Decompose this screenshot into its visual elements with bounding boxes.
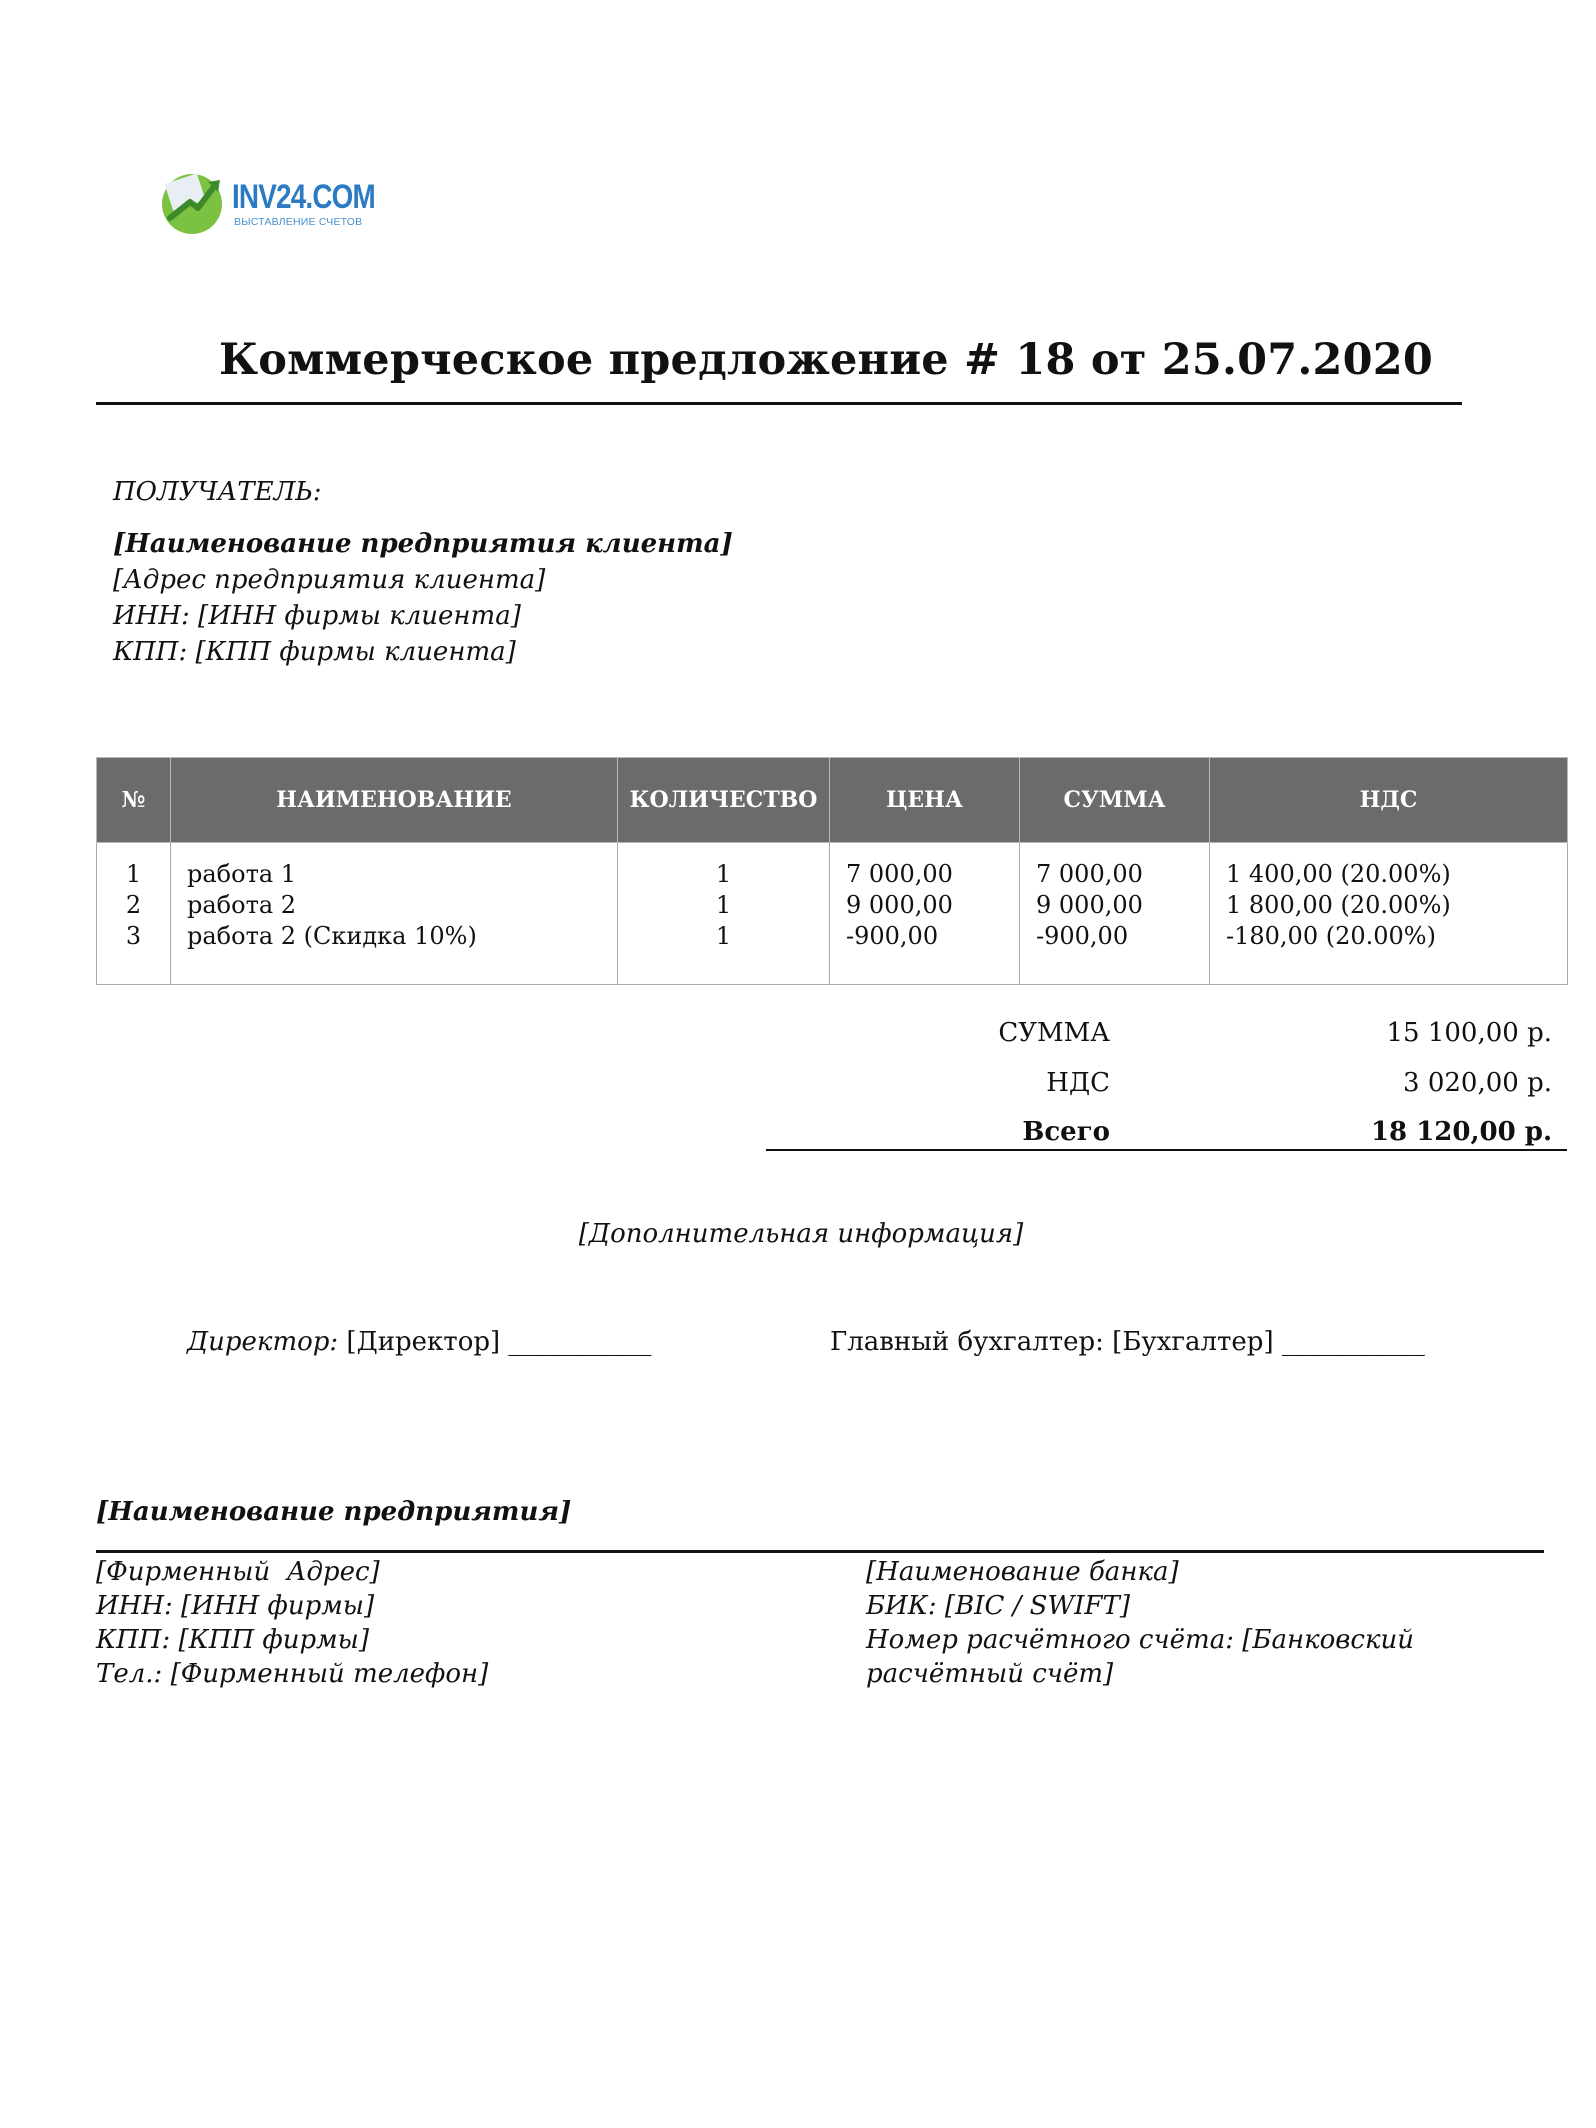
document-title: Коммерческое предложение # 18 от 25.07.2020 (218, 335, 1434, 385)
header-price: ЦЕНА (830, 758, 1020, 843)
cell-qty: 1 (715, 922, 732, 950)
table-row (97, 843, 1568, 985)
bank-name: [Наименование банка] (866, 1557, 1179, 1587)
director-label: Директор: (187, 1327, 339, 1357)
cell-num: 2 (125, 891, 142, 919)
recipient-address: [Адрес предприятия клиента] (113, 565, 546, 595)
grand-total-value: 18 120,00 р. (1370, 1117, 1552, 1147)
cell-price: -900,00 (846, 922, 939, 950)
bank-details (866, 1555, 1546, 1691)
recipient-company: [Наименование предприятия клиента] (113, 529, 733, 559)
title-underline (96, 402, 1462, 405)
company-name: [Наименование предприятия] (96, 1497, 572, 1527)
vat-total-label: НДС (1046, 1068, 1110, 1098)
cell-name: работа 1 (187, 860, 297, 888)
header-sum: СУММА (1020, 758, 1210, 843)
cell-qty: 1 (715, 860, 732, 888)
col-name (171, 843, 618, 985)
logo-arrow-icon (158, 168, 228, 238)
director-value: [Директор] ___________ (338, 1327, 652, 1357)
footer-divider (96, 1550, 1544, 1553)
recipient-block (113, 526, 733, 670)
subtotal-value: 15 100,00 р. (1386, 1018, 1552, 1048)
cell-qty: 1 (715, 891, 732, 919)
cell-num: 3 (125, 922, 142, 950)
cell-vat: 1 400,00 (20.00%) (1226, 860, 1451, 888)
col-qty (618, 843, 830, 985)
table-header-row (97, 758, 1568, 843)
cell-vat: 1 800,00 (20.00%) (1226, 891, 1451, 919)
grand-total-label: Всего (1022, 1117, 1110, 1147)
bank-account: Номер расчётного счёта: [Банковский расчётный счёт] (866, 1625, 1415, 1689)
col-num (97, 843, 171, 985)
logo-tagline: ВЫСТАВЛЕНИЕ СЧЕТОВ (234, 216, 363, 228)
header-name: НАИМЕНОВАНИЕ (171, 758, 618, 843)
logo-brand: INV24.COM (232, 178, 375, 216)
recipient-inn: ИНН: [ИНН фирмы клиента] (113, 601, 521, 631)
accountant-signature: Главный бухгалтер: [Бухгалтер] ___________ (830, 1327, 1425, 1357)
cell-vat: -180,00 (20.00%) (1226, 922, 1436, 950)
company-address: [Фирменный Адрес] (96, 1557, 380, 1587)
cell-price: 9 000,00 (846, 891, 953, 919)
recipient-kpp: КПП: [КПП фирмы клиента] (113, 637, 516, 667)
col-sum (1020, 843, 1210, 985)
recipient-label: ПОЛУЧАТЕЛЬ: (113, 477, 322, 507)
cell-price: 7 000,00 (846, 860, 953, 888)
cell-name: работа 2 (Скидка 10%) (187, 922, 477, 950)
header-num: № (97, 758, 171, 843)
header-qty: КОЛИЧЕСТВО (618, 758, 830, 843)
company-inn: ИНН: [ИНН фирмы] (96, 1591, 375, 1621)
totals-underline (766, 1149, 1567, 1151)
vat-total-value: 3 020,00 р. (1403, 1068, 1552, 1098)
subtotal-label: СУММА (998, 1018, 1110, 1048)
col-vat (1210, 843, 1568, 985)
company-kpp: КПП: [КПП фирмы] (96, 1625, 369, 1655)
col-price (830, 843, 1020, 985)
items-table (96, 757, 1568, 985)
company-phone: Тел.: [Фирменный телефон] (96, 1659, 489, 1689)
cell-sum: -900,00 (1036, 922, 1129, 950)
cell-name: работа 2 (187, 891, 297, 919)
additional-info: [Дополнительная информация] (578, 1219, 1024, 1249)
cell-sum: 9 000,00 (1036, 891, 1143, 919)
bank-bic: БИК: [BIC / SWIFT] (866, 1591, 1130, 1621)
company-details (96, 1555, 488, 1691)
director-signature (187, 1327, 651, 1357)
cell-sum: 7 000,00 (1036, 860, 1143, 888)
cell-num: 1 (125, 860, 142, 888)
company-logo (158, 168, 378, 240)
header-vat: НДС (1210, 758, 1568, 843)
